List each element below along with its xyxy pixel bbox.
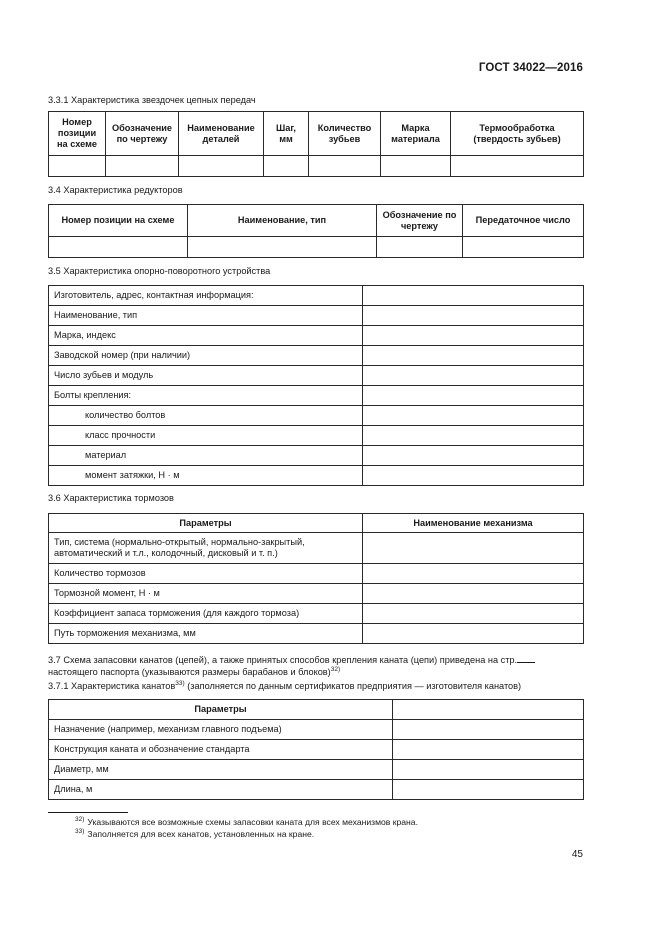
table-row: [49, 386, 584, 406]
document-code: ГОСТ 34022—2016: [478, 62, 583, 74]
col-parameters: Параметры: [49, 514, 363, 533]
table-cell[interactable]: [49, 237, 188, 258]
param-label: Путь торможения механизма, мм: [49, 624, 363, 644]
value-cell[interactable]: [363, 466, 584, 486]
table-row: [49, 604, 584, 624]
table-cell[interactable]: [264, 156, 309, 177]
col-gear-ratio: Передаточное число: [463, 205, 584, 237]
col-heat-treatment: Термообработка (твердость зубьев): [451, 112, 584, 156]
value-cell[interactable]: [363, 533, 584, 564]
table-row: [49, 346, 584, 366]
footnote-32: [75, 817, 418, 828]
param-label: Изготовитель, адрес, контактная информация:: [49, 286, 363, 306]
value-cell[interactable]: [363, 624, 584, 644]
col-position: Номер позиции на схеме: [49, 112, 106, 156]
table-row: [49, 720, 584, 740]
footnote-number: 32): [75, 816, 85, 824]
value-cell[interactable]: [363, 346, 584, 366]
table-row: [49, 564, 584, 584]
table-row: [49, 780, 584, 800]
value-cell[interactable]: [363, 584, 584, 604]
value-cell[interactable]: [393, 740, 584, 760]
param-label: Диаметр, мм: [49, 760, 393, 780]
value-cell[interactable]: [363, 426, 584, 446]
col-designation: Обозначение по чертежу: [377, 205, 463, 237]
col-material: Марка материала: [381, 112, 451, 156]
param-label: Заводской номер (при наличии): [49, 346, 363, 366]
sprockets-table: [48, 111, 584, 177]
param-label: Коэффициент запаса торможения (для каждого тормоза): [49, 604, 363, 624]
param-label: Тормозной момент, Н · м: [49, 584, 363, 604]
col-teeth: Количество зубьев: [309, 112, 381, 156]
param-label: количество болтов: [49, 406, 363, 426]
value-cell[interactable]: [363, 446, 584, 466]
table-row: [49, 156, 584, 177]
col-part-name: Наименование деталей: [179, 112, 264, 156]
table-row: [49, 624, 584, 644]
param-label: класс прочности: [49, 426, 363, 446]
footnote-33: [75, 829, 314, 840]
value-cell[interactable]: [363, 366, 584, 386]
col-position: Номер позиции на схеме: [49, 205, 188, 237]
table-row: [49, 326, 584, 346]
section-3-6-caption: 3.6 Характеристика тормозов: [48, 493, 174, 503]
param-label: момент затяжки, Н · м: [49, 466, 363, 486]
param-label: Количество тормозов: [49, 564, 363, 584]
table-row: [49, 237, 584, 258]
value-cell[interactable]: [363, 604, 584, 624]
param-label: Длина, м: [49, 780, 393, 800]
footnote-separator: [48, 812, 128, 813]
table-row: [49, 306, 584, 326]
value-cell[interactable]: [393, 720, 584, 740]
col-mechanism-name: Наименование механизма: [363, 514, 584, 533]
slewing-device-table: [48, 285, 584, 486]
brakes-table: [48, 513, 584, 644]
table-cell[interactable]: [451, 156, 584, 177]
param-label: Назначение (например, механизм главного подъема): [49, 720, 393, 740]
table-row: [49, 584, 584, 604]
section-3-7-1-caption: [48, 680, 521, 692]
col-designation: Обозначение по чертежу: [106, 112, 179, 156]
value-cell[interactable]: [363, 326, 584, 346]
param-label: материал: [49, 446, 363, 466]
table-cell[interactable]: [49, 156, 106, 177]
section-3-7-1-title: 3.7.1 Характеристика канатов: [48, 681, 176, 691]
table-cell[interactable]: [377, 237, 463, 258]
section-3-7-paragraph: [48, 654, 588, 678]
table-row: [49, 533, 584, 564]
page-number-blank[interactable]: [517, 654, 535, 663]
footnote-text: Заполняется для всех канатов, установленных на кране.: [87, 829, 315, 839]
footnote-ref-32: 32): [330, 665, 341, 673]
page-number: 45: [571, 849, 583, 860]
table-row: [49, 286, 584, 306]
param-label: Марка, индекс: [49, 326, 363, 346]
section-3-7-1-note: (заполняется по данным сертификатов предприятия — изготовителя канатов): [184, 681, 522, 691]
footnote-text: Указываются все возможные схемы запасовки каната для всех механизмов крана.: [87, 817, 418, 827]
footnote-ref-33: 33): [175, 679, 185, 687]
table-row: [49, 406, 584, 426]
value-cell[interactable]: [363, 386, 584, 406]
reducers-table: [48, 204, 584, 258]
table-row: [49, 740, 584, 760]
table-row: [49, 446, 584, 466]
value-cell[interactable]: [363, 564, 584, 584]
section-3-5-caption: 3.5 Характеристика опорно-поворотного устройства: [48, 266, 271, 276]
section-3-3-1-caption: 3.3.1 Характеристика звездочек цепных передач: [48, 95, 256, 105]
table-cell[interactable]: [381, 156, 451, 177]
table-cell[interactable]: [188, 237, 377, 258]
param-label: Болты крепления:: [49, 386, 363, 406]
value-cell[interactable]: [363, 306, 584, 326]
param-label: Наименование, тип: [49, 306, 363, 326]
table-row: [49, 466, 584, 486]
param-label: Тип, система (нормально-открытый, нормально-закрытый, автоматический и т.л., колодочный, дисковый и т. п.): [49, 533, 363, 564]
table-cell[interactable]: [309, 156, 381, 177]
section-3-7-text: 3.7 Схема запасовки канатов (цепей), а также принятых способов крепления каната (цепи) приведена на стр.: [48, 655, 518, 665]
table-row: [49, 760, 584, 780]
table-row: [49, 426, 584, 446]
value-cell[interactable]: [393, 760, 584, 780]
col-name-type: Наименование, тип: [188, 205, 377, 237]
section-3-4-caption: 3.4 Характеристика редукторов: [48, 185, 183, 195]
table-row: [49, 366, 584, 386]
col-pitch: Шаг, мм: [264, 112, 309, 156]
table-cell[interactable]: [106, 156, 179, 177]
value-cell[interactable]: [363, 406, 584, 426]
param-label: Число зубьев и модуль: [49, 366, 363, 386]
section-3-7-text-cont: настоящего паспорта (указываются размеры барабанов и блоков): [48, 667, 331, 677]
col-parameters: Параметры: [49, 700, 393, 720]
footnote-number: 33): [75, 828, 85, 836]
table-cell[interactable]: [463, 237, 584, 258]
table-cell[interactable]: [179, 156, 264, 177]
param-label: Конструкция каната и обозначение стандарта: [49, 740, 393, 760]
value-cell[interactable]: [393, 780, 584, 800]
ropes-table: [48, 699, 584, 800]
col-empty: [393, 700, 584, 720]
value-cell[interactable]: [363, 286, 584, 306]
